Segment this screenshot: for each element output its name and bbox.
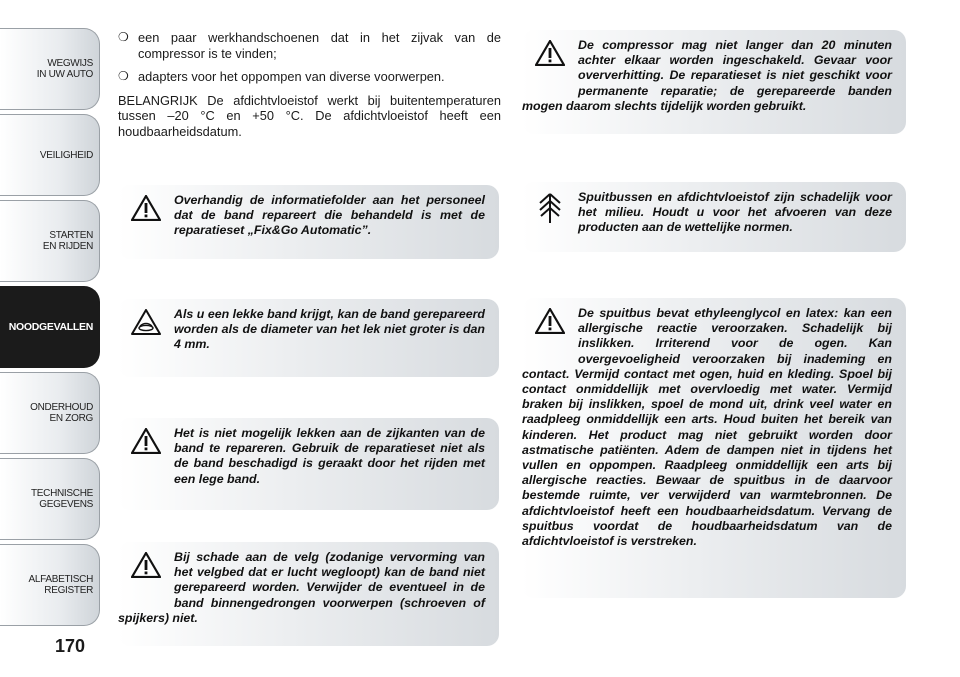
warning-box-leak-size bbox=[118, 299, 499, 377]
tab-label: ALFABETISCH REGISTER bbox=[28, 574, 93, 596]
bullet-text: adapters voor het oppompen van diverse voorwerpen. bbox=[138, 69, 445, 84]
warning-triangle-icon bbox=[118, 193, 174, 239]
left-column-text bbox=[118, 30, 501, 139]
tab-label: ONDERHOUD EN ZORG bbox=[30, 402, 93, 424]
bullet-icon: ❍ bbox=[118, 30, 129, 44]
warning-box-rim-damage bbox=[118, 542, 499, 646]
page-number: 170 bbox=[55, 636, 86, 656]
warning-triangle-icon bbox=[118, 426, 174, 472]
tab-label: STARTEN EN RIJDEN bbox=[42, 230, 93, 252]
warning-text: Bij schade aan de velg (zodanige vervorming van het velgbed dat er lucht wegloopt) kan de band niet gerepareerd worden. Verwijder de eventueel in de band binnengedrongen voorwerpen (schroeven of spijkers) niet. bbox=[118, 550, 485, 625]
list-item bbox=[118, 30, 501, 61]
important-paragraph: BELANGRIJK De afdichtvloeistof werkt bij buitentemperaturen tussen –20 °C en +50 °C. De afdichtvloeistof heeft een houdbaarheidsdatum. bbox=[118, 92, 501, 139]
tab-label: NOODGEVALLEN bbox=[8, 320, 93, 333]
tab-technische[interactable] bbox=[0, 458, 100, 540]
warning-box-sidewall bbox=[118, 418, 499, 510]
tab-label: TECHNISCHE GEGEVENS bbox=[30, 488, 93, 510]
warning-text: Overhandig de informatiefolder aan het personeel dat de band repareert die behandeld is met de reparatieset „Fix&Go Automatic”. bbox=[174, 193, 485, 238]
tab-veiligheid[interactable] bbox=[0, 114, 100, 196]
list-item bbox=[118, 69, 501, 85]
tab-noodgevallen[interactable] bbox=[0, 286, 100, 368]
tab-alfabetisch[interactable] bbox=[0, 544, 100, 626]
bullet-text: een paar werkhandschoenen dat in het zijvak van de compressor is te vinden; bbox=[138, 30, 501, 61]
warning-box-ethylene-glycol bbox=[522, 298, 906, 598]
tab-label: VEILIGHEID bbox=[39, 149, 93, 161]
environment-box-disposal bbox=[522, 182, 906, 252]
warning-text: Als u een lekke band krijgt, kan de band gerepareerd worden als de diameter van het lek niet groter is dan 4 mm. bbox=[174, 307, 485, 352]
tab-onderhoud[interactable] bbox=[0, 372, 100, 454]
warning-text: De spuitbus bevat ethyleenglycol en latex: kan een allergische reactie veroorzaken. Schadelijk bij inslikken. Irriterend voor de ogen. Kan overgevoeligheid veroorzaken bij inademing en contact. Vermijd contact met ogen, huid en kleding. Spoel bij contact onmiddellijk met overvloedig met water. Vermijd braken bij inslikken, spoel de mond uit, drink veel water en raadpleeg onmiddellijk een arts. Houd buiten het bereik van kinderen. Het product mag niet gebruikt worden door astmatische patiënten. Adem de dampen niet in tijdens het vullen en oppompen. Raadpleeg onmiddellijk een arts bij allergische reacties. Bewaar de spuitbus in de daarvoor bestemde ruimte, ver verwijderd van warmtebronnen. De afdichtvloeistof heeft een houdbaarheidsdatum. Vervang de spuitbus voordat de houdbaarheidsdatum van de afdichtvloeistof is verstreken. bbox=[522, 306, 892, 549]
environment-tree-icon bbox=[522, 190, 578, 236]
warning-box-info-folder bbox=[118, 185, 499, 259]
warning-box-compressor bbox=[522, 30, 906, 134]
tyre-warning-icon bbox=[118, 307, 174, 353]
bullet-icon: ❍ bbox=[118, 69, 129, 83]
tab-label: WEGWIJS IN UW AUTO bbox=[36, 58, 93, 80]
warning-text: Het is niet mogelijk lekken aan de zijkanten van de band te repareren. Gebruik de reparatieset niet als de band beschadigd is geraakt door het rijden met een lege band. bbox=[174, 426, 485, 486]
warning-triangle-icon bbox=[522, 38, 578, 84]
warning-triangle-icon bbox=[118, 550, 174, 596]
environment-text: Spuitbussen en afdichtvloeistof zijn schadelijk voor het milieu. Houdt u voor het afvoeren van deze producten aan de wettelijke normen. bbox=[578, 190, 892, 235]
warning-triangle-icon bbox=[522, 306, 578, 352]
warning-text: De compressor mag niet langer dan 20 minuten achter elkaar worden ingeschakeld. Gevaar voor oververhitting. De reparatieset is niet geschikt voor permanente reparatie; de gerepareerde banden mogen daarom slechts tijdelijk worden gebruikt. bbox=[522, 38, 892, 113]
tab-wegwijs[interactable] bbox=[0, 28, 100, 110]
tab-starten[interactable] bbox=[0, 200, 100, 282]
